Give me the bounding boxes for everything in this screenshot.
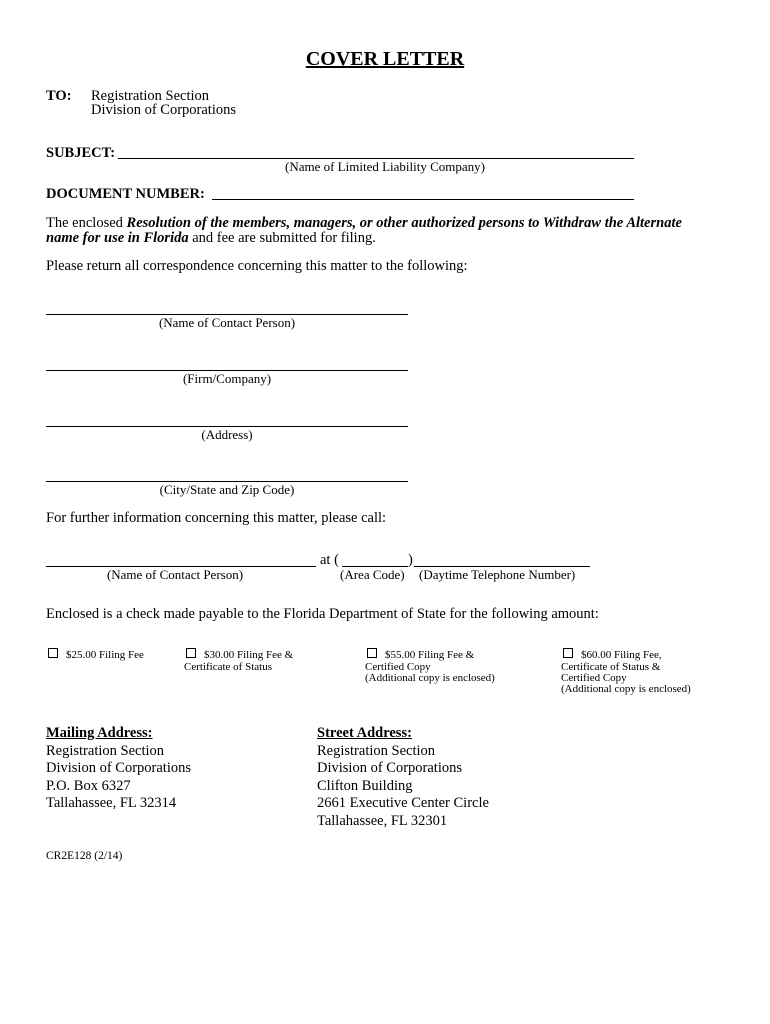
- street-address: [317, 725, 489, 830]
- fee-30-label-2: Certificate of Status: [184, 661, 272, 673]
- enclosed-line-2: [46, 230, 376, 247]
- page-title: COVER LETTER: [305, 48, 465, 70]
- mailing-line-4: Tallahassee, FL 32314: [46, 795, 177, 811]
- form-code: CR2E128 (2/14): [46, 850, 123, 862]
- street-line-1: Registration Section: [317, 742, 435, 759]
- fee-55-label-1: $55.00 Filing Fee &: [385, 649, 475, 661]
- enclosed-bold-1: Resolution of the members, managers, or other authorized persons to Withdraw the Alternate: [126, 215, 682, 231]
- street-line-5: Tallahassee, FL 32301: [317, 812, 448, 829]
- fee-55-label-3: (Additional copy is enclosed): [365, 672, 495, 684]
- document-number-field[interactable]: [212, 199, 634, 200]
- city-state-zip-caption: (City/State and Zip Code): [159, 482, 295, 497]
- to-line-1: Registration Section: [91, 88, 209, 104]
- enclosed-bold-2: name for use in Florida: [46, 230, 189, 246]
- contact-name-caption: (Name of Contact Person): [158, 315, 296, 330]
- mailing-address-header: Mailing Address:: [46, 725, 153, 741]
- area-code-caption: (Area Code): [340, 567, 405, 582]
- mailing-address: [46, 725, 191, 813]
- mailing-line-1: Registration Section: [46, 742, 164, 759]
- to-line-2: Division of Corporations: [91, 102, 236, 118]
- mailing-line-3: P.O. Box 6327: [46, 777, 131, 794]
- fee-60-label-2: Certificate of Status &: [561, 661, 661, 673]
- to-label: TO:: [46, 88, 72, 104]
- further-info-text: For further information concerning this matter, please call:: [46, 510, 387, 526]
- document-number-label: DOCUMENT NUMBER:: [46, 186, 205, 202]
- phone-name-caption: (Name of Contact Person): [106, 567, 244, 582]
- address-caption: (Address): [201, 427, 253, 442]
- street-line-2: Division of Corporations: [317, 760, 462, 776]
- telephone-caption: (Daytime Telephone Number): [419, 567, 576, 582]
- phone-at-label: at (: [320, 552, 339, 568]
- subject-caption: (Name of Limited Liability Company): [284, 159, 485, 174]
- street-address-header: Street Address:: [317, 725, 412, 741]
- fee-60-label-4: (Additional copy is enclosed): [561, 683, 691, 695]
- fee-60-label-1: $60.00 Filing Fee,: [581, 649, 662, 661]
- phone-close-paren: ): [408, 552, 413, 568]
- check-text: Enclosed is a check made payable to the Florida Department of State for the following amount:: [46, 606, 599, 622]
- street-line-4: 2661 Executive Center Circle: [317, 795, 489, 811]
- firm-company-caption: (Firm/Company): [182, 371, 272, 386]
- fee-60-label-3: Certified Copy: [561, 672, 627, 684]
- fee-25-checkbox[interactable]: [48, 648, 58, 658]
- fee-60-checkbox[interactable]: [563, 648, 573, 658]
- mailing-line-2: Division of Corporations: [46, 760, 191, 776]
- enclosed-suffix: and fee are submitted for filing.: [188, 230, 376, 246]
- return-text: Please return all correspondence concerning this matter to the following:: [46, 258, 468, 274]
- fee-30-label-1: $30.00 Filing Fee &: [204, 649, 294, 661]
- fee-30-checkbox[interactable]: [186, 648, 196, 658]
- fee-55-checkbox[interactable]: [367, 648, 377, 658]
- fee-55-label-2: Certified Copy: [365, 661, 431, 673]
- fee-25-label: $25.00 Filing Fee: [66, 649, 144, 661]
- subject-label: SUBJECT:: [46, 145, 116, 161]
- enclosed-prefix: The enclosed: [46, 215, 127, 231]
- street-line-3: Clifton Building: [317, 777, 413, 794]
